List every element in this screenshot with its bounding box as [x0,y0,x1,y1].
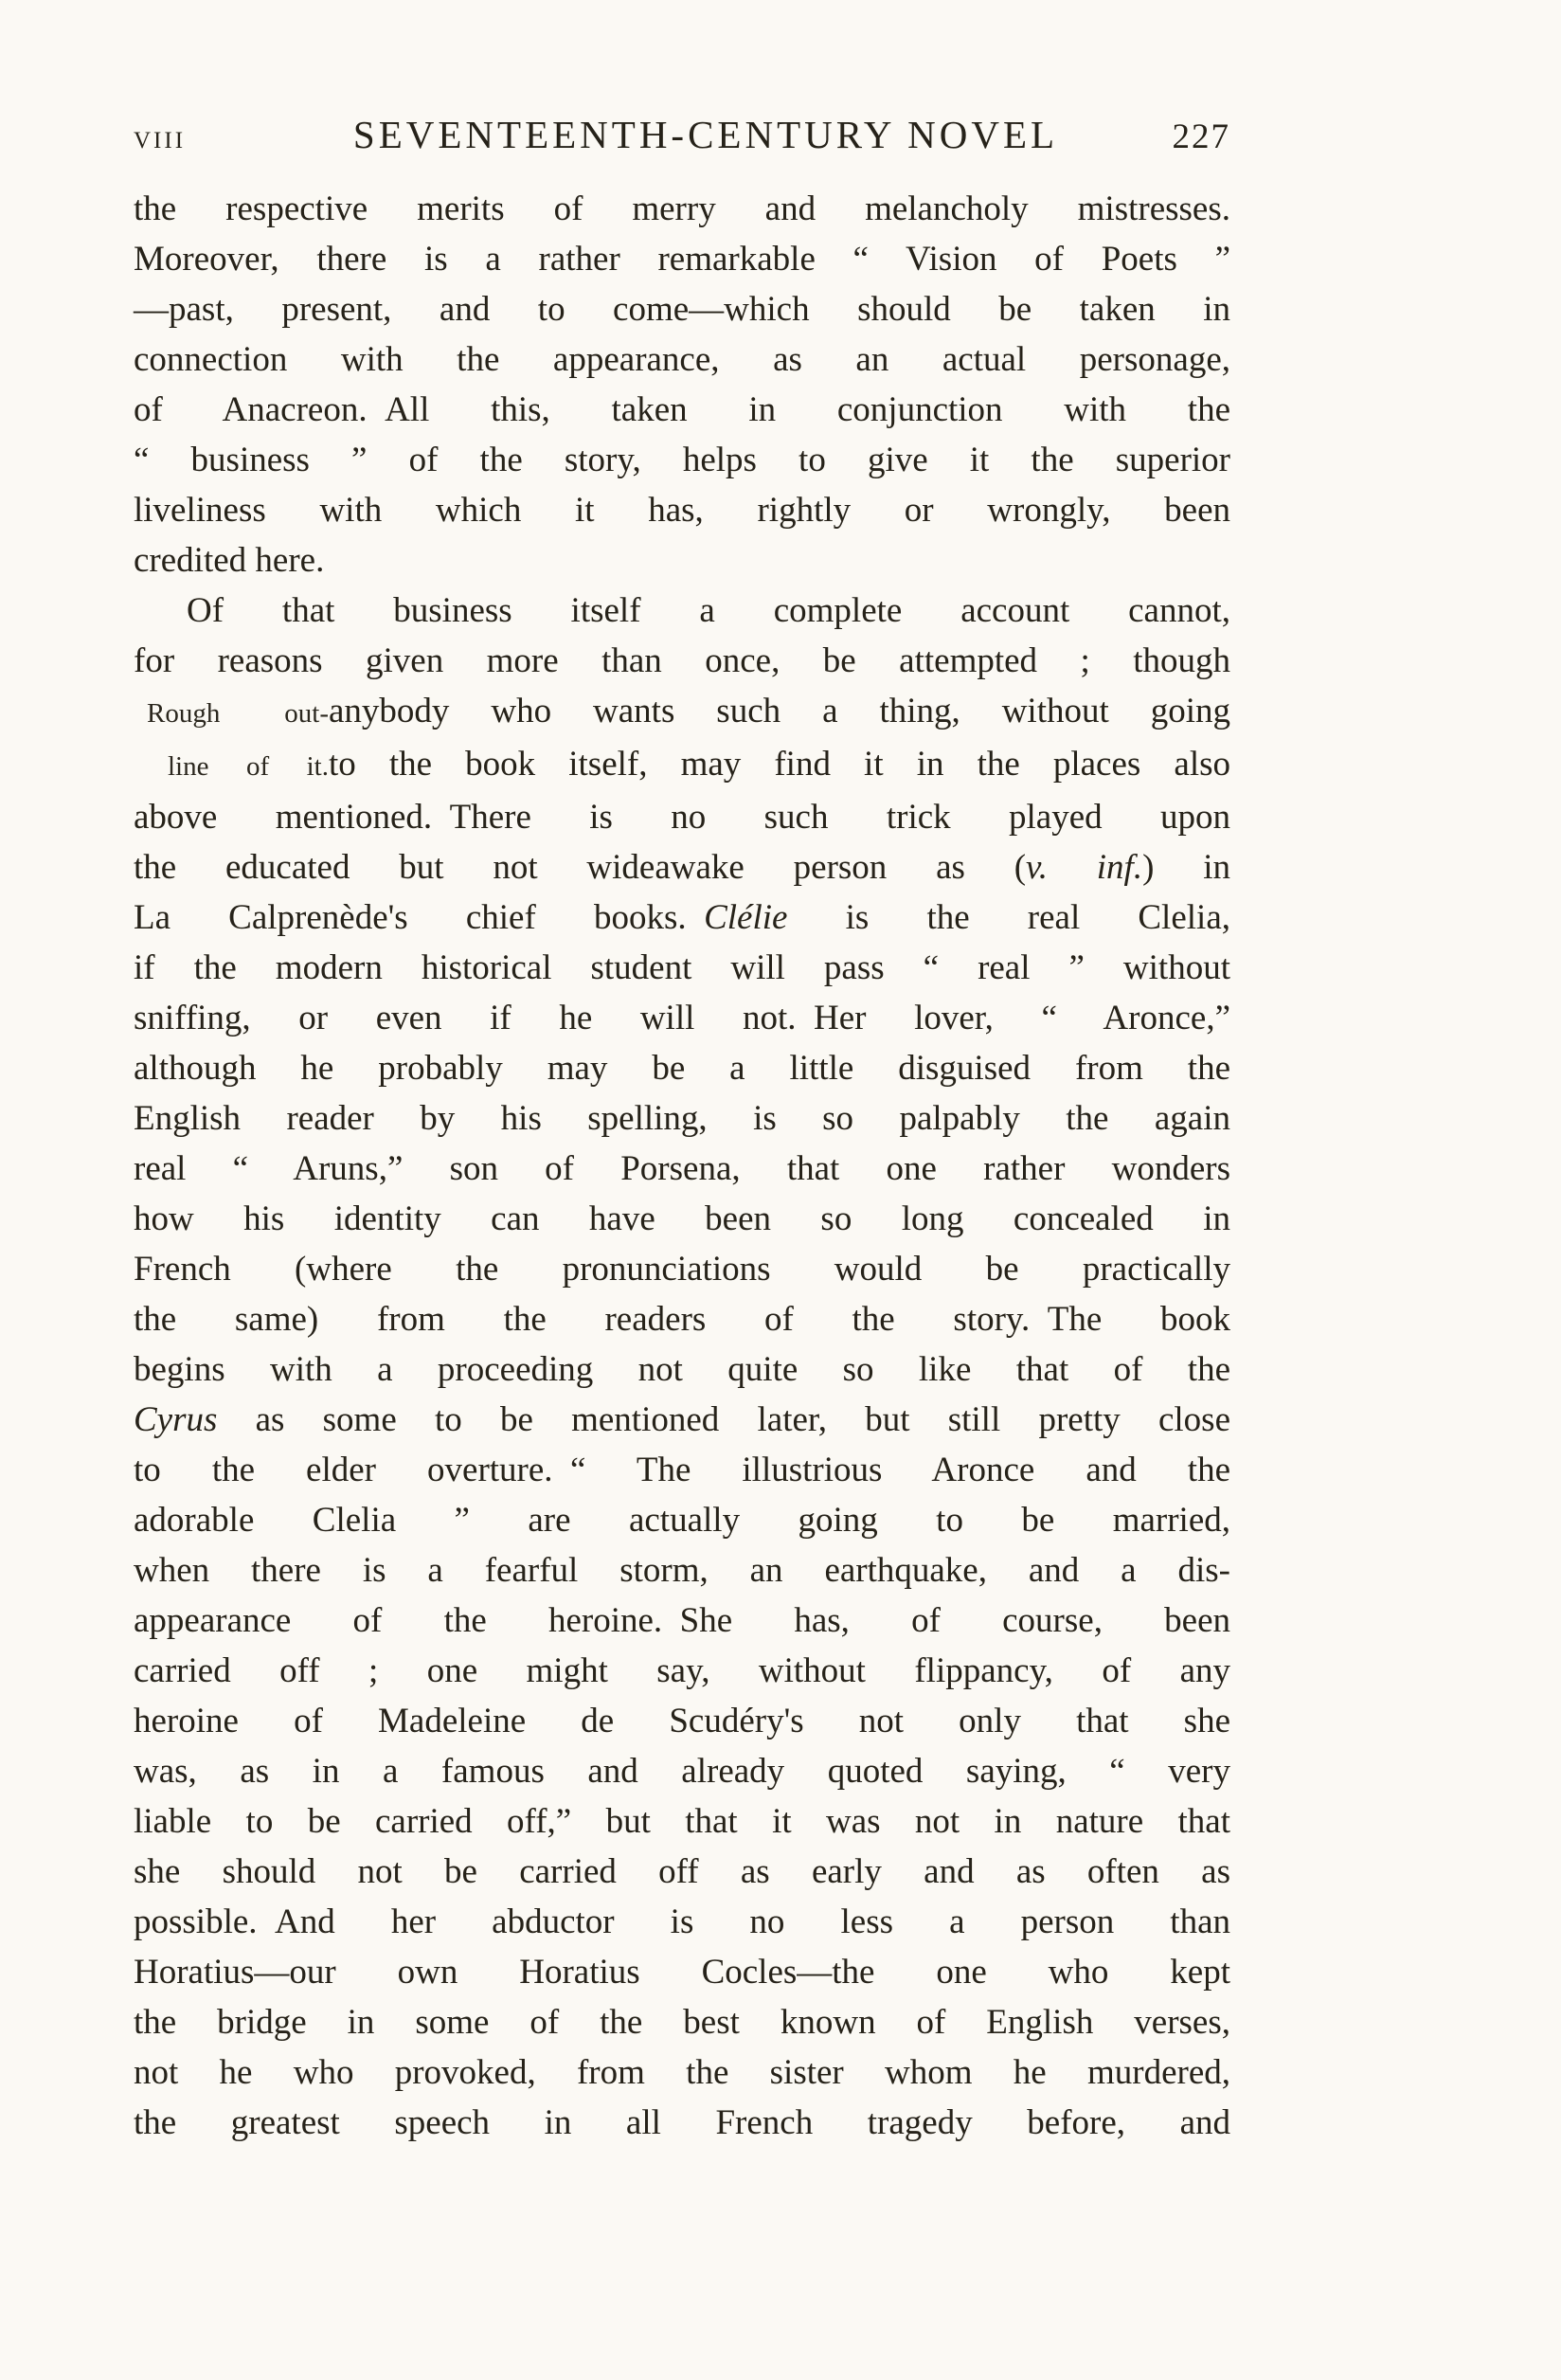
text-line: credited here. [134,541,325,580]
text-line: the respective merits of merry and melancholy mistresses. [134,189,1230,228]
text-line: carried off ; one might say, without flippancy, of any [134,1651,1230,1690]
text-line: the educated but not wideawake person as (v. inf.) in [134,848,1230,887]
text-line: the bridge in some of the best known of English verses, [134,2003,1230,2042]
text-line: English reader by his spelling, is so palpably the again [134,1099,1230,1138]
marginal-note: line of it. [168,751,329,782]
text-line: “ business ” of the story, helps to give it the superior [134,441,1230,479]
text-line: liveliness with which it has, rightly or wrongly, been [134,491,1230,530]
text-line [134,686,1230,739]
text-line: was, as in a famous and already quoted saying, “ very [134,1752,1230,1791]
chapter-number: VIII [134,128,187,153]
text-line: for reasons given more than once, be attempted ; though [134,641,1230,680]
text-line: the same) from the readers of the story. The book [134,1300,1230,1339]
marginal-note: Rough out- [147,698,329,729]
text-line: begins with a proceeding not quite so like that of the [134,1350,1230,1389]
text-line: La Calprenède's chief books. Clélie is the real Clelia, [134,898,1230,937]
text-line: real “ Aruns,” son of Porsena, that one rather wonders [134,1149,1230,1188]
page-header [134,112,1230,157]
page-body [134,184,1230,2148]
page-number: 227 [1172,117,1230,156]
text-line: heroine of Madeleine de Scudéry's not only that she [134,1702,1230,1740]
text-line: when there is a fearful storm, an earthquake, and a dis- [134,1551,1230,1590]
paragraph [134,184,1230,586]
text-line: Horatius—our own Horatius Cocles—the one who kept [134,1953,1230,1992]
text-line: Of that business itself a complete account cannot, [187,591,1230,630]
text-line: not he who provoked, from the sister whom he murdered, [134,2053,1230,2092]
text-line [134,739,1230,792]
text-line: appearance of the heroine. She has, of course, been [134,1601,1230,1640]
text-line-content: to the book itself, may find it in the places also [329,745,1230,784]
text-line: liable to be carried off,” but that it was not in nature that [134,1802,1230,1841]
text-line: how his identity can have been so long concealed in [134,1199,1230,1238]
text-line: Moreover, there is a rather remarkable “ Vision of Poets ” [134,240,1230,279]
text-line: connection with the appearance, as an actual personage, [134,340,1230,379]
text-line: if the modern historical student will pass “ real ” without [134,948,1230,987]
text-line: French (where the pronunciations would be practically [134,1250,1230,1289]
text-line: sniffing, or even if he will not. Her lover, “ Aronce,” [134,999,1230,1037]
text-line: to the elder overture. “ The illustrious Aronce and the [134,1451,1230,1489]
text-block [134,112,1230,2148]
text-line: —past, present, and to come—which should be taken in [134,290,1230,329]
text-line: of Anacreon. All this, taken in conjunction with the [134,390,1230,429]
text-line: adorable Clelia ” are actually going to be married, [134,1501,1230,1540]
text-line: she should not be carried off as early and as often as [134,1852,1230,1891]
text-line: possible. And her abductor is no less a person than [134,1902,1230,1941]
text-line: although he probably may be a little disguised from the [134,1049,1230,1088]
running-title: SEVENTEENTH-CENTURY NOVEL [352,113,1059,156]
text-line: above mentioned. There is no such trick played upon [134,798,1230,837]
paragraph [134,586,1230,2148]
text-line-content: anybody who wants such a thing, without going [329,692,1230,730]
text-line: the greatest speech in all French tragedy before, and [134,2103,1230,2142]
text-line: Cyrus as some to be mentioned later, but still pretty close [134,1400,1230,1439]
